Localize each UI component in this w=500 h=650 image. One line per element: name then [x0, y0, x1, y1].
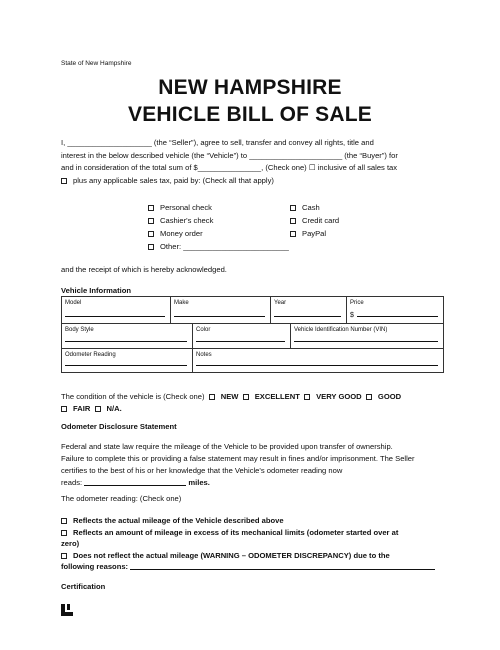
option-label: Credit card — [302, 216, 340, 225]
payment-option-paypal[interactable] — [290, 229, 326, 238]
vehicle-info-heading: Vehicle Information — [61, 286, 132, 295]
odometer-input-line[interactable] — [65, 365, 187, 366]
odometer-text-line2: Failure to complete this or providing a false statement may result in fines and/or imprisonment. The Seller — [61, 454, 415, 463]
reads-label: reads: — [61, 478, 83, 487]
option-label: PayPal — [302, 229, 327, 238]
checkbox[interactable] — [61, 530, 67, 536]
vehicle-info-table — [61, 296, 444, 373]
make-cell[interactable] — [171, 297, 271, 324]
option-label: Other: _________________________ — [160, 242, 289, 251]
option-label: Personal check — [160, 203, 212, 212]
intro-line4: plus any applicable sales tax, paid by: (Check all that apply) — [73, 175, 274, 185]
certification-heading: Certification — [61, 582, 106, 591]
option-label: Money order — [160, 229, 203, 238]
receipt-text: and the receipt of which is hereby acknowledged. — [61, 265, 227, 274]
body-style-label: Body Style — [65, 327, 94, 333]
document-title-line1: NEW HAMPSHIRE — [158, 76, 342, 99]
year-cell[interactable] — [271, 297, 347, 324]
price-cell[interactable] — [347, 297, 444, 324]
checkbox[interactable] — [148, 231, 154, 237]
make-input-line[interactable] — [174, 316, 265, 317]
payment-option-cash[interactable] — [290, 203, 320, 212]
odometer-option-excess[interactable] — [61, 527, 456, 539]
condition-very-good-checkbox[interactable] — [304, 394, 310, 400]
discrepancy-reasons-input[interactable] — [130, 561, 435, 570]
color-input-line[interactable] — [196, 341, 285, 342]
price-dollar-sign: $ — [350, 312, 354, 319]
payment-option-cashiers-check[interactable] — [148, 216, 213, 225]
condition-new-label: NEW — [220, 392, 239, 401]
checkbox[interactable] — [148, 244, 154, 250]
body-style-input-line[interactable] — [65, 341, 187, 342]
price-label: Price — [350, 300, 364, 306]
vehicle-condition — [61, 391, 456, 415]
condition-na-checkbox[interactable] — [95, 406, 101, 412]
notes-input-line[interactable] — [196, 365, 438, 366]
option-label: Reflects the actual mileage of the Vehicle described above — [73, 516, 284, 525]
document-title-line2: VEHICLE BILL OF SALE — [128, 103, 372, 126]
sales-tax-plus-checkbox[interactable] — [61, 178, 67, 184]
payment-option-personal-check[interactable] — [148, 203, 212, 212]
odometer-disclosure-text — [61, 441, 456, 489]
odometer-label: Odometer Reading — [65, 352, 116, 358]
notes-cell[interactable] — [193, 349, 444, 373]
condition-fair-checkbox[interactable] — [61, 406, 67, 412]
condition-excellent-checkbox[interactable] — [243, 394, 249, 400]
odometer-cell[interactable] — [62, 349, 193, 373]
checkbox[interactable] — [61, 518, 67, 524]
color-label: Color — [196, 327, 211, 333]
odometer-reading-input[interactable] — [84, 477, 186, 486]
option-label: Reflects an amount of mileage in excess of its mechanical limits (odometer started over at — [73, 527, 399, 537]
option-label: Cashier's check — [160, 216, 214, 225]
odometer-options — [61, 515, 456, 573]
miles-label: miles. — [188, 478, 210, 487]
intro-line4-row — [61, 175, 456, 188]
make-label: Make — [174, 300, 189, 306]
odometer-reading-prompt: The odometer reading: (Check one) — [61, 494, 182, 503]
model-label: Model — [65, 300, 82, 306]
notes-label: Notes — [196, 352, 212, 358]
checkbox[interactable] — [61, 553, 67, 559]
legal-templates-logo-icon — [61, 603, 73, 615]
condition-new-checkbox[interactable] — [209, 394, 215, 400]
odometer-option-excess-cont: zero) — [61, 539, 80, 548]
state-label: State of New Hampshire — [61, 60, 132, 67]
payment-option-other[interactable] — [148, 242, 289, 251]
model-cell[interactable] — [62, 297, 171, 324]
intro-paragraph — [61, 137, 456, 187]
condition-very-good-label: VERY GOOD — [316, 392, 362, 401]
model-input-line[interactable] — [65, 316, 165, 317]
option-label: Does not reflect the actual mileage (WARNING – ODOMETER DISCREPANCY) due to the — [73, 550, 390, 560]
vin-cell[interactable] — [291, 324, 444, 349]
condition-fair-label: FAIR — [73, 404, 91, 413]
checkbox[interactable] — [148, 205, 154, 211]
checkbox[interactable] — [290, 205, 296, 211]
payment-option-credit-card[interactable] — [290, 216, 339, 225]
odometer-text-line3: certifies to the best of his or her knowledge that the Vehicle's odometer reading now — [61, 466, 343, 475]
year-input-line[interactable] — [274, 316, 341, 317]
payment-option-money-order[interactable] — [148, 229, 203, 238]
odometer-disclosure-heading: Odometer Disclosure Statement — [61, 422, 177, 431]
vin-input-line[interactable] — [294, 341, 438, 342]
condition-lead: The condition of the vehicle is (Check one) — [61, 392, 205, 401]
option-label: Cash — [302, 203, 320, 212]
intro-line2: interest in the below described vehicle (the “Vehicle”) to ______________________ (the “Buyer”) for — [61, 150, 398, 160]
checkbox[interactable] — [290, 218, 296, 224]
intro-line1: I, ____________________ (the “Seller”), agree to sell, transfer and convey all rights, title and — [61, 138, 374, 147]
condition-good-label: GOOD — [377, 392, 402, 401]
condition-good-checkbox[interactable] — [366, 394, 372, 400]
odometer-option-discrepancy-cont: following reasons: — [61, 562, 129, 571]
vin-label: Vehicle Identification Number (VIN) — [294, 327, 388, 333]
checkbox[interactable] — [148, 218, 154, 224]
color-cell[interactable] — [193, 324, 291, 349]
condition-na-label: N/A. — [106, 404, 122, 413]
body-style-cell[interactable] — [62, 324, 193, 349]
odometer-option-actual[interactable] — [61, 515, 456, 527]
checkbox[interactable] — [290, 231, 296, 237]
price-input-line[interactable] — [357, 316, 438, 317]
intro-line3: and in consideration of the total sum of $_______________, (Check one) ☐ inclusive of all sales tax — [61, 163, 398, 172]
condition-excellent-label: EXCELLENT — [254, 392, 300, 401]
odometer-text-line1: Federal and state law require the mileage of the Vehicle to be provided upon transfer of ownership. — [61, 442, 393, 451]
year-label: Year — [274, 300, 287, 306]
odometer-option-discrepancy[interactable] — [61, 550, 456, 562]
